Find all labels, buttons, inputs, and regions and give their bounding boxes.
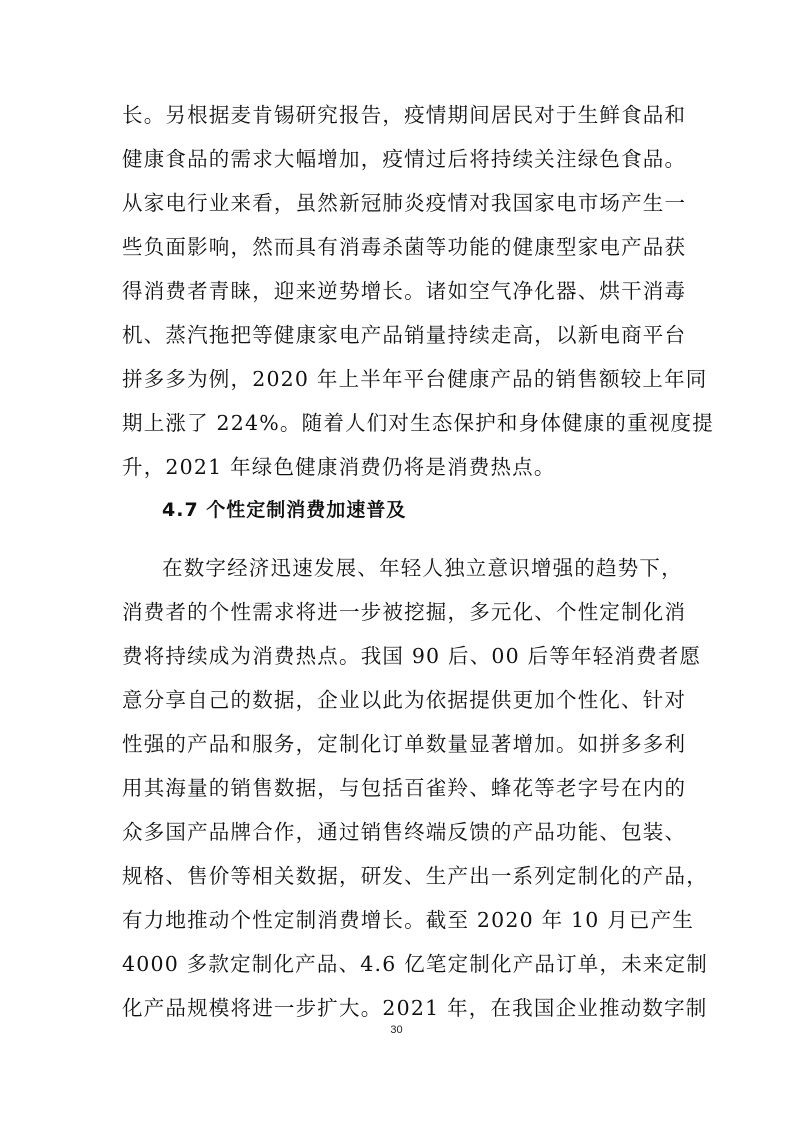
text-line: 从家电行业来看，虽然新冠肺炎疫情对我国家电市场产生一 [122,191,687,215]
text-line: 有力地推动个性定制消费增长。截至 2020 年 10 月已产生 [122,908,695,932]
text-line: 意分享自己的数据，企业以此为依据提供更加个性化、针对 [122,688,687,712]
text-line: 健康食品的需求大幅增加，疫情过后将持续关注绿色食品。 [122,147,687,171]
text-line: 升，2021 年绿色健康消费仍将是消费热点。 [122,455,556,479]
page-number: 30 [390,1024,403,1036]
text-line: 用其海量的销售数据，与包括百雀羚、蜂花等老字号在内的 [122,776,687,800]
text-line: 拼多多为例，2020 年上半年平台健康产品的销售额较上年同 [122,367,708,391]
text-line: 性强的产品和服务，定制化订单数量显著增加。如拼多多利 [122,732,687,756]
text-line: 费将持续成为消费热点。我国 90 后、00 后等年轻消费者愿 [122,644,702,668]
text-line: 长。另根据麦肯锡研究报告，疫情期间居民对于生鲜食品和 [122,103,687,127]
text-line: 得消费者青睐，迎来逆势增长。诸如空气净化器、烘干消毒 [122,279,687,303]
text-line: 期上涨了 224%。随着人们对生态保护和身体健康的重视度提 [122,411,714,435]
text-line: 消费者的个性需求将进一步被挖掘，多元化、个性定制化消 [122,600,687,624]
text-line: 机、蒸汽拖把等健康家电产品销量持续走高，以新电商平台 [122,323,687,347]
text-line: 众多国产品牌合作，通过销售终端反馈的产品功能、包装、 [122,820,687,844]
text-line: 规格、售价等相关数据，研发、生产出一系列定制化的产品， [122,864,708,888]
text-line: 化产品规模将进一步扩大。2021 年，在我国企业推动数字制 [122,996,708,1020]
text-line: 在数字经济迅速发展、年轻人独立意识增强的趋势下， [162,556,683,580]
section-heading: 4.7 个性定制消费加速普及 [162,499,407,521]
text-line: 些负面影响，然而具有消毒杀菌等功能的健康型家电产品获 [122,235,687,259]
text-line: 4000 多款定制化产品、4.6 亿笔定制化产品订单，未来定制 [122,952,709,976]
